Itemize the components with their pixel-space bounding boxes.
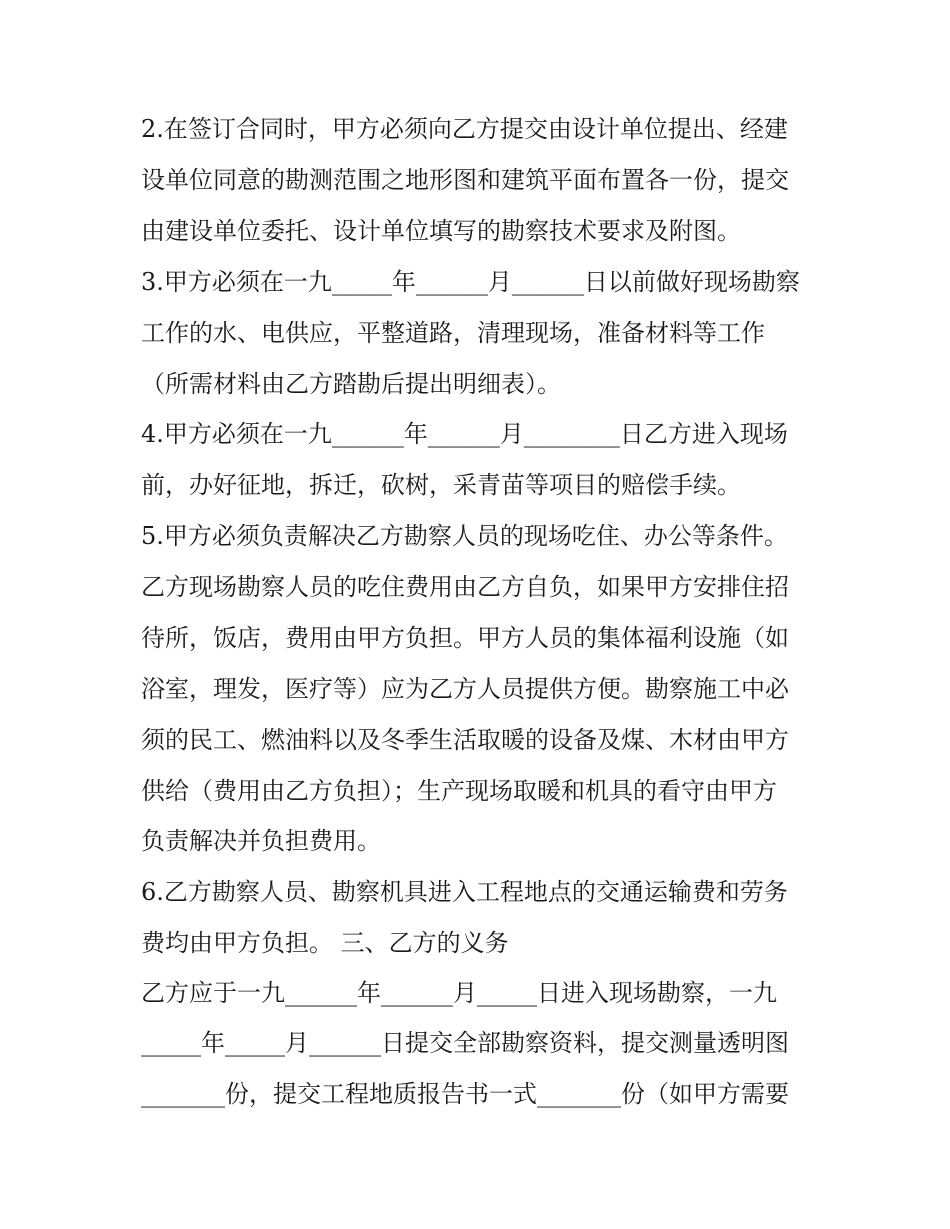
- text-line: 前，办好征地，拆迁，砍树，采青苗等项目的赔偿手续。: [141, 471, 741, 499]
- text-line: 2.在签订合同时，甲方必须向乙方提交由设计单位提出、经建: [141, 115, 788, 143]
- text-line: _______份，提交工程地质报告书一式_______份（如甲方需要: [141, 1080, 789, 1108]
- text-line: 乙方应于一九______年______月_____日进入现场勘察，一九: [141, 979, 777, 1007]
- text-line: 4.甲方必须在一九______年______月________日乙方进入现场: [141, 420, 788, 448]
- text-line: 费均由甲方负担。 三、乙方的义务: [141, 929, 509, 957]
- text-line: _____年_____月______日提交全部勘察资料，提交测量透明图: [141, 1029, 789, 1057]
- text-line: 5.甲方必须负责解决乙方勘察人员的现场吃住、办公等条件。: [141, 522, 788, 550]
- text-line: 3.甲方必须在一九_____年______月______日以前做好现场勘察: [141, 268, 800, 296]
- text-line: 工作的水、电供应，平整道路，清理现场，准备材料等工作: [141, 319, 765, 347]
- text-line: 待所，饭店，费用由甲方负担。甲方人员的集体福利设施（如: [141, 624, 789, 652]
- text-line: 须的民工、燃油料以及冬季生活取暖的设备及煤、木材由甲方: [141, 726, 789, 754]
- text-line: 设单位同意的勘测范围之地形图和建筑平面布置各一份，提交: [141, 166, 789, 194]
- text-line: 供给（费用由乙方负担）；生产现场取暖和机具的看守由甲方: [141, 777, 777, 805]
- text-line: 浴室，理发，医疗等）应为乙方人员提供方便。勘察施工中必: [141, 675, 789, 703]
- text-line: （所需材料由乙方踏勘后提出明细表）。: [141, 370, 561, 398]
- text-line: 负责解决并负担费用。: [141, 827, 381, 855]
- text-line: 6.乙方勘察人员、勘察机具进入工程地点的交通运输费和劳务: [141, 878, 788, 906]
- text-line: 乙方现场勘察人员的吃住费用由乙方自负，如果甲方安排住招: [141, 573, 789, 601]
- text-line: 由建设单位委托、设计单位填写的勘察技术要求及附图。: [141, 217, 741, 245]
